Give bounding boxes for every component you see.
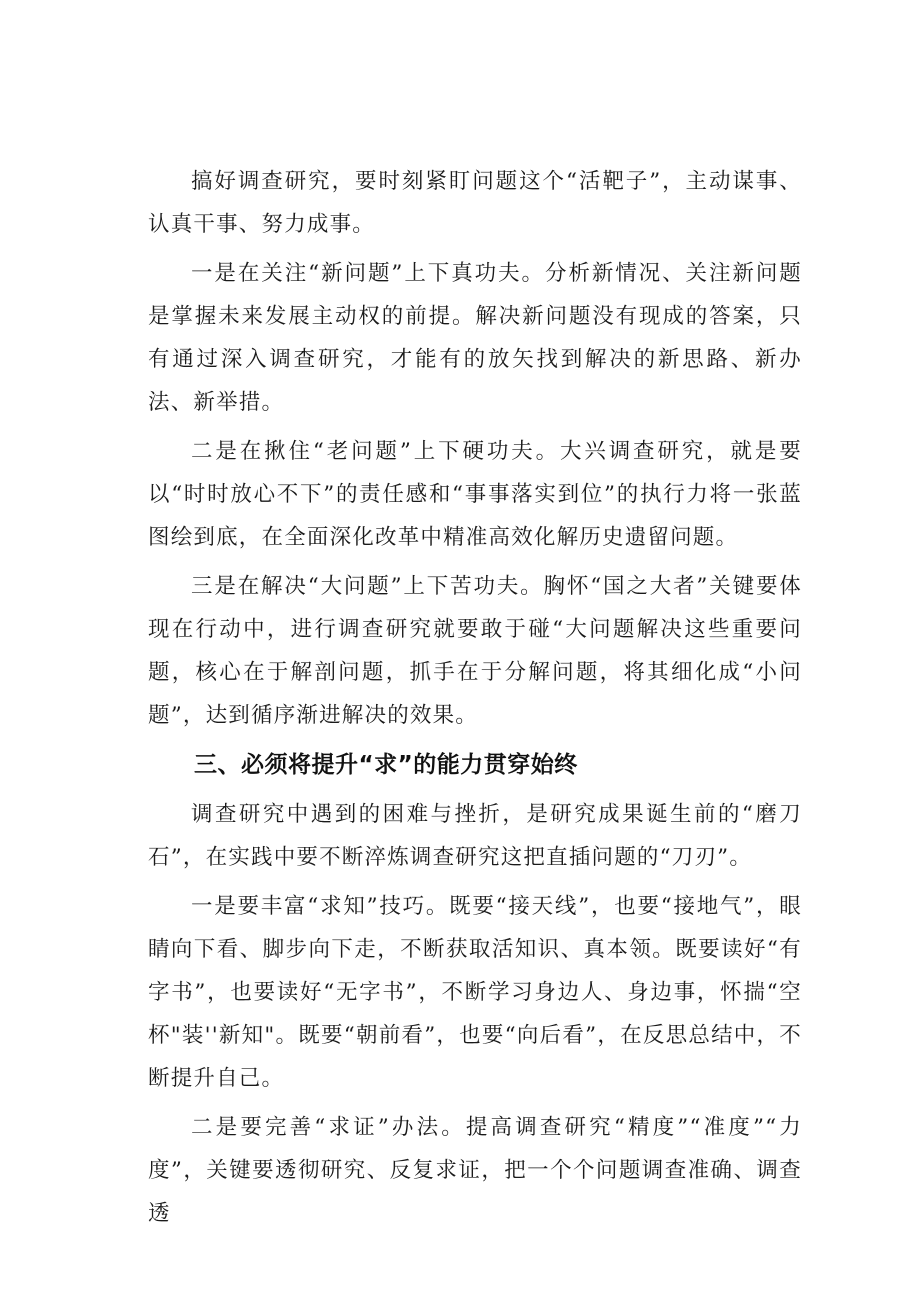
paragraph-section-intro: 调查研究中遇到的困难与挫折，是研究成果诞生前的“磨刀石”，在实践中要不断淬炼调查研究这把直插问题的“刀刃”。	[148, 802, 802, 870]
paragraph-seek-proof: 二是要完善“求证”办法。提高调查研究“精度”“准度”“力度”，关键要透彻研究、反复求证，把一个个问题调查准确、调查透	[148, 1115, 802, 1226]
paragraph-new-problems: 一是在关注“新问题”上下真功夫。分析新情况、关注新问题是掌握未来发展主动权的前提。解决新问题没有现成的答案，只有通过深入调查研究，才能有的放矢找到解决的新思路、新办法、新举措。	[148, 261, 802, 415]
paragraph-intro: 搞好调查研究，要时刻紧盯问题这个“活靶子”，主动谋事、认真干事、努力成事。	[148, 169, 802, 237]
paragraph-old-problems: 二是在揪住“老问题”上下硬功夫。大兴调查研究，就是要以“时时放心不下”的责任感和“事事落实到位”的执行力将一张蓝图绘到底，在全面深化改革中精准高效化解历史遗留问题。	[148, 439, 802, 550]
paragraph-big-problems: 三是在解决“大问题”上下苦功夫。胸怀“国之大者”关键要体现在行动中，进行调查研究就要敢于碰“大问题解决这些重要问题，核心在于解剖问题，抓手在于分解问题，将其细化成“小问题”，达到循序渐进解决的效果。	[148, 574, 802, 728]
section-heading: 三、必须将提升“求”的能力贯穿始终	[194, 752, 578, 778]
paragraph-seek-knowledge: 一是要丰富“求知”技巧。既要“接天线”，也要“接地气”，眼睛向下看、脚步向下走，不断获取活知识、真本领。既要读好“有字书”，也要读好“无字书”，不断学习身边人、身边事，怀揣“空杯"装''新知"。既要“朝前看”，也要“向后看”，在反思总结中，不断提升自己。	[148, 894, 802, 1091]
document-body	[148, 160, 802, 1241]
